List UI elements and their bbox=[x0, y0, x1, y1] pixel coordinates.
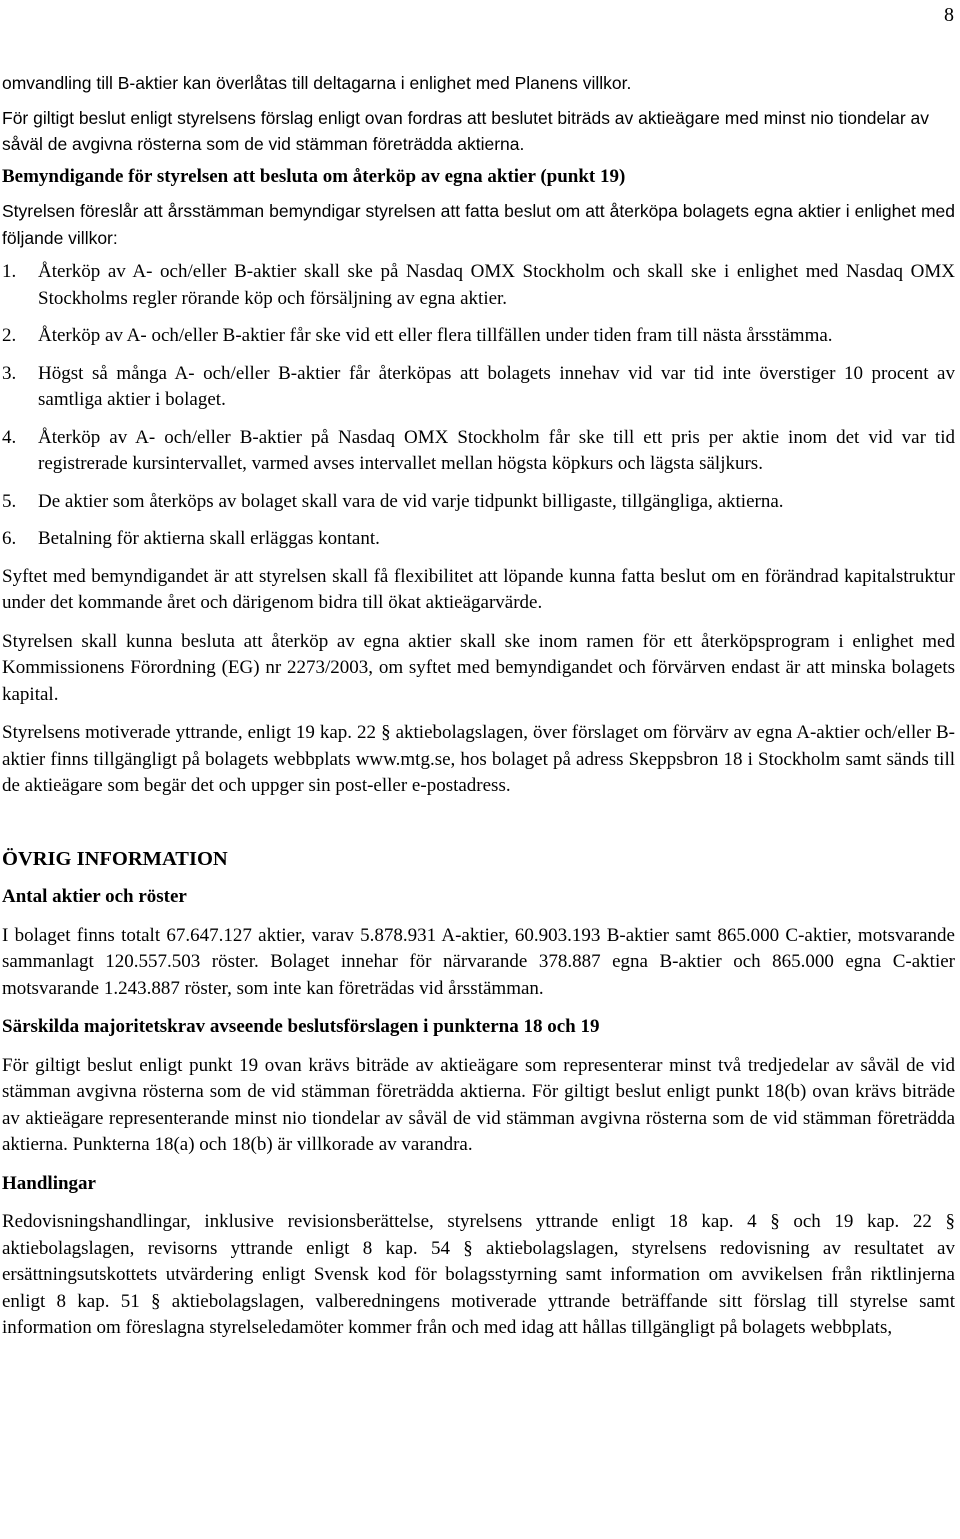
section-19-heading: Bemyndigande för styrelsen att besluta om återköp av egna aktier (punkt 19) bbox=[2, 165, 626, 187]
list-item-number: 6. bbox=[2, 528, 17, 549]
list-item-text: Betalning för aktierna skall erläggas kontant. bbox=[38, 528, 380, 549]
list-item-number: 1. bbox=[2, 261, 17, 282]
other-information-heading: ÖVRIG INFORMATION bbox=[2, 847, 228, 870]
list-item bbox=[2, 259, 955, 312]
list-item-number: 5. bbox=[2, 490, 17, 512]
majority-heading: Särskilda majoritetskrav avseende beslutsförslagen i punkterna 18 och 19 bbox=[2, 1016, 600, 1037]
section-19-lead: Styrelsen föreslår att årsstämman bemyndigar styrelsen att fatta beslut om att återköpa bolagets egna aktier i enlighet med följande villkor: bbox=[2, 201, 955, 248]
list-item-text: Högst så många A- och/eller B-aktier får återköpas att bolagets innehav vid var tid inte överstiger 10 procent av samtliga aktier i bolaget. bbox=[38, 362, 955, 410]
documents-heading: Handlingar bbox=[2, 1172, 96, 1194]
list-item-text: Återköp av A- och/eller B-aktier skall ske på Nasdaq OMX Stockholm och skall ske i enlighet med Nasdaq OMX Stockholms regler rörande köp och försäljning av egna aktier. bbox=[38, 261, 955, 309]
list-item-text: De aktier som återköps av bolaget skall vara de vid varje tidpunkt billigaste, tillgängliga, aktierna. bbox=[38, 490, 784, 512]
statement-paragraph: Styrelsens motiverade yttrande, enligt 19 kap. 22 § aktiebolagslagen, över förslaget om förvärv av egna A-aktier och/eller B-aktier finns tillgängligt på bolagets webbplats www.mtg.se, hos bolaget på adress Skeppsbron 18 i Stockholm samt sänds till de aktieägare som begär det och uppger sin post-eller e-postadress. bbox=[2, 722, 955, 796]
majority-paragraph: För giltigt beslut enligt punkt 19 ovan krävs biträde av aktieägare som representerar minst två tredjedelar av såväl de vid stämman avgivna rösterna som de vid stämman företrädda aktierna. För giltigt beslut enligt punkt 18(b) ovan krävs biträde av aktieägare representerande minst nio tiondelar av såväl de vid stämman avgivna rösterna som de vid stämman företrädda aktierna. Punkterna 18(a) och 18(b) är villkorade av varandra. bbox=[2, 1054, 955, 1155]
framework-paragraph: Styrelsen skall kunna besluta att återköp av egna aktier skall ske inom ramen för ett återköpsprogram i enlighet med Kommissionens Förordning (EG) nr 2273/2003, om syftet med bemyndigandet och förvärven endast är att minska bolagets kapital. bbox=[2, 630, 955, 705]
list-item bbox=[2, 526, 955, 553]
list-item-number: 4. bbox=[2, 426, 17, 448]
list-item bbox=[2, 489, 955, 516]
list-item-number: 2. bbox=[2, 325, 17, 346]
shares-heading: Antal aktier och röster bbox=[2, 886, 187, 907]
list-item-number: 3. bbox=[2, 362, 17, 384]
list-item-text: Återköp av A- och/eller B-aktier på Nasdaq OMX Stockholm får ske till ett pris per aktie inom det vid var tid registrerade kursintervallet, varmed avses intervallet mellan högsta köpkurs och lägsta säljkurs. bbox=[38, 426, 955, 474]
list-item bbox=[2, 323, 955, 350]
intro-paragraph-2: För giltigt beslut enligt styrelsens förslag enligt ovan fordras att beslutet biträds av aktieägare med minst nio tiondelar av såväl de avgivna rösterna som de vid stämman företrädda aktierna. bbox=[2, 107, 930, 154]
page-number: 8 bbox=[944, 4, 954, 26]
intro-paragraph-1: omvandling till B-aktier kan överlåtas till deltagarna i enlighet med Planens villkor. bbox=[2, 73, 632, 93]
purpose-paragraph: Syftet med bemyndigandet är att styrelsen skall få flexibilitet att löpande kunna fatta beslut om en förändrad kapitalstruktur under det kommande året och därigenom bidra till ökat aktieägarvärde. bbox=[2, 565, 955, 613]
list-item bbox=[2, 425, 955, 478]
conditions-list bbox=[2, 259, 955, 553]
documents-paragraph: Redovisningshandlingar, inklusive revisionsberättelse, styrelsens yttrande enligt 18 kap. 4 § och 19 kap. 22 § aktiebolagslagen, revisorns yttrande enligt 8 kap. 54 § aktiebolagslagen, styrelsens redovisning av resultatet av ersättningsutskottets utvärdering enligt Svensk kod för bolagsstyrning samt information om avvikelsen från riktlinjerna enligt 8 kap. 51 § aktiebolagslagen, valberedningens motiverade yttrande beträffande sitt förslag till styrelse samt information om föreslagna styrelseledamöter kommer från och med idag att hållas tillgängligt på bolagets webbplats, bbox=[2, 1211, 955, 1338]
list-item-text: Återköp av A- och/eller B-aktier får ske vid ett eller flera tillfällen under tiden fram till nästa årsstämma. bbox=[38, 325, 833, 346]
page-content bbox=[2, 70, 955, 1342]
list-item bbox=[2, 361, 955, 414]
shares-paragraph: I bolaget finns totalt 67.647.127 aktier, varav 5.878.931 A-aktier, 60.903.193 B-aktier samt 865.000 C-aktier, motsvarande sammanlagt 120.557.503 röster. Bolaget innehar för närvarande 378.887 egna B-aktier och 865.000 egna C-aktier motsvarande 1.243.887 röster, som inte kan företrädas vid årsstämman. bbox=[2, 924, 955, 999]
